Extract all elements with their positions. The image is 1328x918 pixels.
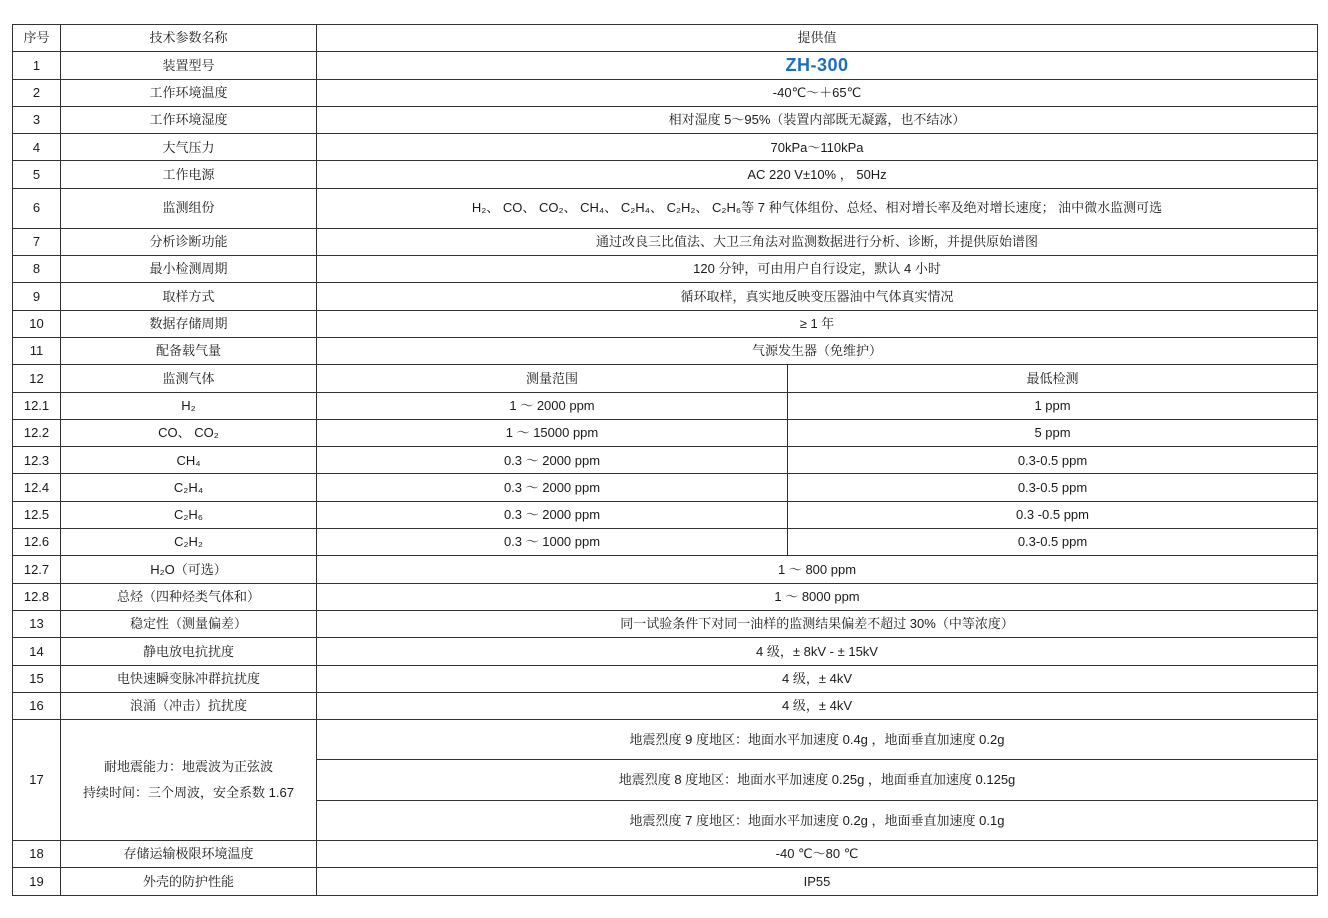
param-value-cell: 4 级，± 4kV xyxy=(317,692,1318,719)
param-name-cell: 工作环境温度 xyxy=(61,79,317,106)
row-number-cell: 12.5 xyxy=(13,501,61,528)
row-number-cell: 8 xyxy=(13,256,61,283)
param-value-cell: 气源发生器（免维护） xyxy=(317,337,1318,364)
min-detect-cell: 0.3-0.5 ppm xyxy=(788,529,1318,556)
param-value-cell: 70kPa～110kPa xyxy=(317,134,1318,161)
param-value-cell: 通过改良三比值法、大卫三角法对监测数据进行分析、诊断，并提供原始谱图 xyxy=(317,228,1318,255)
row-number-cell: 12.3 xyxy=(13,447,61,474)
gas-name-cell: C₂H₆ xyxy=(61,501,317,528)
min-detect-cell: 0.3 -0.5 ppm xyxy=(788,501,1318,528)
row-number-cell: 17 xyxy=(13,720,61,841)
row-number-cell: 12.4 xyxy=(13,474,61,501)
param-value-cell: 4 级，± 8kV - ± 15kV xyxy=(317,638,1318,665)
gas-row xyxy=(13,447,1318,474)
param-value-cell: 4 级，± 4kV xyxy=(317,665,1318,692)
header-cell-value: 提供值 xyxy=(317,25,1318,52)
seismic-value-cell: 地震烈度 8 度地区：地面水平加速度 0.25g ，地面垂直加速度 0.125g xyxy=(317,760,1318,800)
row-number-cell: 3 xyxy=(13,106,61,133)
min-detect-cell: 0.3-0.5 ppm xyxy=(788,447,1318,474)
param-name-cell: 静电放电抗扰度 xyxy=(61,638,317,665)
param-name-cell: 工作环境湿度 xyxy=(61,106,317,133)
range-cell: 0.3 ～ 2000 ppm xyxy=(317,501,788,528)
table-row xyxy=(13,692,1318,719)
min-detect-cell: 1 ppm xyxy=(788,392,1318,419)
gas-row xyxy=(13,392,1318,419)
param-name-cell: 浪涌（冲击）抗扰度 xyxy=(61,692,317,719)
param-value-cell: 120 分钟，可由用户自行设定，默认 4 小时 xyxy=(317,256,1318,283)
table-row xyxy=(13,556,1318,583)
param-name-cell: 监测组份 xyxy=(61,188,317,228)
row-number-cell: 13 xyxy=(13,610,61,637)
gas-row xyxy=(13,419,1318,446)
param-name-cell: H₂O（可选） xyxy=(61,556,317,583)
row-number-cell: 12 xyxy=(13,365,61,392)
row-number-cell: 7 xyxy=(13,228,61,255)
seismic-value-cell: 地震烈度 7 度地区：地面水平加速度 0.2g ，地面垂直加速度 0.1g xyxy=(317,800,1318,840)
gas-name-cell: C₂H₂ xyxy=(61,529,317,556)
min-detect-header-cell: 最低检测 xyxy=(788,365,1318,392)
row-number-cell: 1 xyxy=(13,52,61,79)
param-name-cell: 分析诊断功能 xyxy=(61,228,317,255)
table-row xyxy=(13,841,1318,868)
range-cell: 0.3 ～ 1000 ppm xyxy=(317,529,788,556)
table-row xyxy=(13,161,1318,188)
table-row xyxy=(13,337,1318,364)
param-value-cell: -40 ℃～80 ℃ xyxy=(317,841,1318,868)
param-name-cell: 数据存储周期 xyxy=(61,310,317,337)
param-value-cell: AC 220 V±10% ， 50Hz xyxy=(317,161,1318,188)
gas-row xyxy=(13,474,1318,501)
seismic-name-line-1: 耐地震能力：地震波为正弦波 xyxy=(103,759,273,775)
param-value-cell: 1 ～ 800 ppm xyxy=(317,556,1318,583)
range-cell: 1 ～ 2000 ppm xyxy=(317,392,788,419)
param-name-cell: 监测气体 xyxy=(61,365,317,392)
row-number-cell: 12.6 xyxy=(13,529,61,556)
row-number-cell: 18 xyxy=(13,841,61,868)
row-number-cell: 4 xyxy=(13,134,61,161)
param-value-cell: 循环取样，真实地反映变压器油中气体真实情况 xyxy=(317,283,1318,310)
param-name-cell: 取样方式 xyxy=(61,283,317,310)
param-value-cell: ≥ 1 年 xyxy=(317,310,1318,337)
table-row xyxy=(13,134,1318,161)
row-number-cell: 9 xyxy=(13,283,61,310)
gas-name-cell: CO、 CO₂ xyxy=(61,419,317,446)
seismic-name-line-2: 持续时间：三个周波，安全系数 1.67 xyxy=(83,785,294,801)
param-name-cell: 总烃（四种烃类气体和） xyxy=(61,583,317,610)
param-name-cell: 外壳的防护性能 xyxy=(61,868,317,895)
table-row xyxy=(13,638,1318,665)
spec-table xyxy=(12,24,1318,896)
param-value-cell xyxy=(317,52,1318,79)
row-number-cell: 10 xyxy=(13,310,61,337)
gas-row xyxy=(13,529,1318,556)
row-number-cell: 2 xyxy=(13,79,61,106)
row-number-cell: 12.8 xyxy=(13,583,61,610)
header-cell-param-name: 技术参数名称 xyxy=(61,25,317,52)
min-detect-cell: 5 ppm xyxy=(788,419,1318,446)
row-number-cell: 15 xyxy=(13,665,61,692)
param-value-cell: 1 ～ 8000 ppm xyxy=(317,583,1318,610)
range-cell: 0.3 ～ 2000 ppm xyxy=(317,447,788,474)
model-number: ZH-300 xyxy=(785,54,849,75)
param-name-cell: 配备载气量 xyxy=(61,337,317,364)
seismic-value-cell: 地震烈度 9 度地区：地面水平加速度 0.4g ，地面垂直加速度 0.2g xyxy=(317,720,1318,760)
row-number-cell: 16 xyxy=(13,692,61,719)
param-name-cell: 装置型号 xyxy=(61,52,317,79)
row-number-cell: 11 xyxy=(13,337,61,364)
table-row xyxy=(13,310,1318,337)
param-name-cell: 最小检测周期 xyxy=(61,256,317,283)
row-number-cell: 19 xyxy=(13,868,61,895)
gas-name-cell: CH₄ xyxy=(61,447,317,474)
range-cell: 1 ～ 15000 ppm xyxy=(317,419,788,446)
table-row xyxy=(13,256,1318,283)
param-name-cell: 存储运输极限环境温度 xyxy=(61,841,317,868)
param-name-cell: 稳定性（测量偏差） xyxy=(61,610,317,637)
table-row xyxy=(13,188,1318,228)
param-name-cell xyxy=(61,720,317,841)
param-name-cell: 大气压力 xyxy=(61,134,317,161)
table-row xyxy=(13,79,1318,106)
row-number-cell: 12.1 xyxy=(13,392,61,419)
row-number-cell: 12.2 xyxy=(13,419,61,446)
param-name-cell: 工作电源 xyxy=(61,161,317,188)
table-row xyxy=(13,283,1318,310)
table-row xyxy=(13,106,1318,133)
range-cell: 0.3 ～ 2000 ppm xyxy=(317,474,788,501)
gas-row xyxy=(13,501,1318,528)
table-header-row xyxy=(13,25,1318,52)
header-cell-number: 序号 xyxy=(13,25,61,52)
range-header-cell: 测量范围 xyxy=(317,365,788,392)
table-row xyxy=(13,583,1318,610)
row-number-cell: 6 xyxy=(13,188,61,228)
gas-subheader-row xyxy=(13,365,1318,392)
gas-name-cell: C₂H₄ xyxy=(61,474,317,501)
param-value-cell: 同一试验条件下对同一油样的监测结果偏差不超过 30%（中等浓度） xyxy=(317,610,1318,637)
row-number-cell: 14 xyxy=(13,638,61,665)
table-row xyxy=(13,868,1318,895)
row-number-cell: 12.7 xyxy=(13,556,61,583)
table-row xyxy=(13,228,1318,255)
param-name-cell: 电快速瞬变脉冲群抗扰度 xyxy=(61,665,317,692)
table-row xyxy=(13,665,1318,692)
row-number-cell: 5 xyxy=(13,161,61,188)
min-detect-cell: 0.3-0.5 ppm xyxy=(788,474,1318,501)
seismic-row xyxy=(13,720,1318,760)
param-value-cell: -40℃～＋65℃ xyxy=(317,79,1318,106)
param-value-cell: 相对湿度 5～95%（装置内部既无凝露，也不结冰） xyxy=(317,106,1318,133)
param-value-cell: IP55 xyxy=(317,868,1318,895)
table-row xyxy=(13,610,1318,637)
gas-name-cell: H₂ xyxy=(61,392,317,419)
table-row xyxy=(13,52,1318,79)
param-value-cell: H₂、 CO、 CO₂、 CH₄、 C₂H₄、 C₂H₂、 C₂H₆等 7 种气体组份、总烃、相对增长率及绝对增长速度； 油中微水监测可选 xyxy=(317,188,1318,228)
